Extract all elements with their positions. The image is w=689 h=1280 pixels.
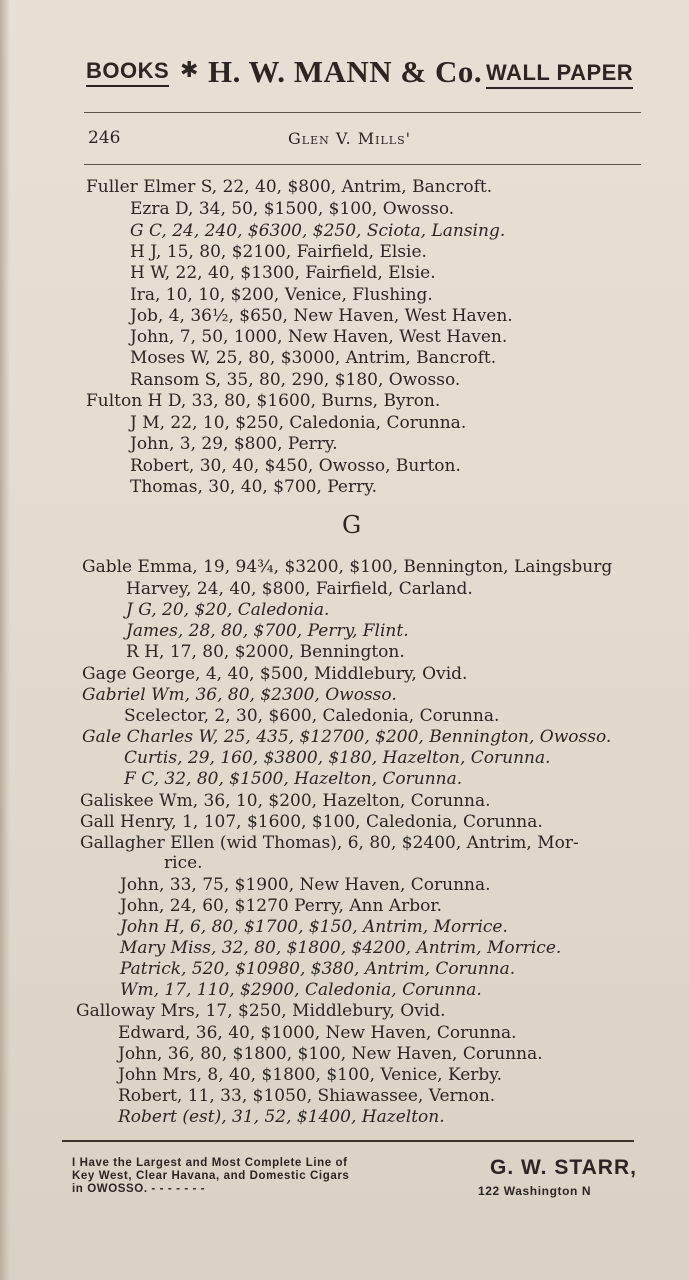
- directory-entry: J M, 22, 10, $250, Caledonia, Corunna.: [130, 413, 467, 433]
- directory-entry: Scelector, 2, 30, $600, Caledonia, Corunna.: [124, 706, 500, 726]
- directory-entry: G C, 24, 240, $6300, $250, Sciota, Lansing.: [130, 221, 506, 241]
- directory-entry: Gabriel Wm, 36, 80, $2300, Owosso.: [82, 685, 397, 705]
- header-books-label: BOOKS: [86, 58, 169, 87]
- asterisk-ornament-icon: ✱: [180, 58, 199, 83]
- directory-entry: Mary Miss, 32, 80, $1800, $4200, Antrim, Morrice.: [120, 938, 562, 958]
- directory-entry: Gable Emma, 19, 94¾, $3200, $100, Bennington, Laingsburg: [82, 557, 613, 577]
- header-firm-name: H. W. MANN & Co.: [208, 54, 483, 89]
- directory-entry: Gall Henry, 1, 107, $1600, $100, Caledonia, Corunna.: [80, 812, 543, 832]
- directory-entry: Gallagher Ellen (wid Thomas), 6, 80, $2400, Antrim, Mor-: [80, 833, 579, 853]
- page-header-advert: [86, 52, 646, 102]
- directory-entry: Fuller Elmer S, 22, 40, $800, Antrim, Bancroft.: [86, 177, 493, 197]
- footer-advertiser-name: G. W. STARR,: [490, 1156, 637, 1179]
- page-spine-shadow: [0, 0, 10, 1280]
- directory-entry: Wm, 17, 110, $2900, Caledonia, Corunna.: [120, 980, 482, 1000]
- footer-advertiser-address: 122 Washington N: [478, 1184, 592, 1198]
- footer-advert-line: I Have the Largest and Most Complete Line of: [72, 1157, 348, 1169]
- directory-entry: Job, 4, 36½, $650, New Haven, West Haven.: [130, 306, 513, 326]
- directory-entry: Ezra D, 34, 50, $1500, $100, Owosso.: [130, 199, 455, 219]
- directory-entry: Robert, 11, 33, $1050, Shiawassee, Vernon.: [118, 1086, 496, 1106]
- header-rule: [84, 112, 641, 113]
- footer-rule: [62, 1140, 634, 1142]
- directory-entry: Moses W, 25, 80, $3000, Antrim, Bancroft.: [130, 348, 497, 368]
- directory-entry: Ransom S, 35, 80, 290, $180, Owosso.: [130, 370, 461, 390]
- footer-advert-text: [72, 1157, 472, 1196]
- section-letter: G: [342, 511, 362, 539]
- directory-entry: James, 28, 80, $700, Perry, Flint.: [126, 621, 409, 641]
- directory-entry: Harvey, 24, 40, $800, Fairfield, Carland.: [126, 579, 473, 599]
- directory-entry: John, 24, 60, $1270 Perry, Ann Arbor.: [120, 896, 443, 916]
- directory-entry: Edward, 36, 40, $1000, New Haven, Corunna.: [118, 1023, 517, 1043]
- directory-entry: Thomas, 30, 40, $700, Perry.: [130, 477, 377, 497]
- directory-entry: F C, 32, 80, $1500, Hazelton, Corunna.: [124, 769, 463, 789]
- directory-entry: Galiskee Wm, 36, 10, $200, Hazelton, Corunna.: [80, 791, 491, 811]
- page-number: 246: [88, 128, 121, 148]
- directory-entry: J G, 20, $20, Caledonia.: [126, 600, 330, 620]
- title-rule: [84, 164, 641, 165]
- directory-entry: Gage George, 4, 40, $500, Middlebury, Ovid.: [82, 664, 468, 684]
- directory-entry: John H, 6, 80, $1700, $150, Antrim, Morrice.: [120, 917, 508, 937]
- footer-advert-line: Key West, Clear Havana, and Domestic Cigars: [72, 1170, 350, 1182]
- directory-entry: John, 36, 80, $1800, $100, New Haven, Corunna.: [118, 1044, 543, 1064]
- header-wall-paper-label: WALL PAPER: [486, 60, 633, 89]
- directory-entry: John Mrs, 8, 40, $1800, $100, Venice, Kerby.: [118, 1065, 503, 1085]
- directory-entry: Curtis, 29, 160, $3800, $180, Hazelton, Corunna.: [124, 748, 551, 768]
- directory-entry: John, 3, 29, $800, Perry.: [130, 434, 338, 454]
- footer-advert-line: in OWOSSO. - - - - - - -: [72, 1183, 206, 1195]
- directory-entry: Patrick, 520, $10980, $380, Antrim, Corunna.: [120, 959, 516, 979]
- directory-entry: Robert (est), 31, 52, $1400, Hazelton.: [118, 1107, 445, 1127]
- directory-entry: Galloway Mrs, 17, $250, Middlebury, Ovid.: [76, 1001, 446, 1021]
- directory-entry: rice.: [164, 853, 203, 873]
- running-title: Glen V. Mills': [288, 129, 412, 148]
- directory-entry: Gale Charles W, 25, 435, $12700, $200, Bennington, Owosso.: [82, 727, 612, 747]
- directory-entry: H W, 22, 40, $1300, Fairfield, Elsie.: [130, 263, 436, 283]
- directory-entry: Robert, 30, 40, $450, Owosso, Burton.: [130, 456, 461, 476]
- directory-entry: John, 33, 75, $1900, New Haven, Corunna.: [120, 875, 491, 895]
- directory-entry: Fulton H D, 33, 80, $1600, Burns, Byron.: [86, 391, 441, 411]
- directory-entry: John, 7, 50, 1000, New Haven, West Haven.: [130, 327, 508, 347]
- directory-entry: H J, 15, 80, $2100, Fairfield, Elsie.: [130, 242, 427, 262]
- directory-entry: R H, 17, 80, $2000, Bennington.: [126, 642, 405, 662]
- directory-entry: Ira, 10, 10, $200, Venice, Flushing.: [130, 285, 433, 305]
